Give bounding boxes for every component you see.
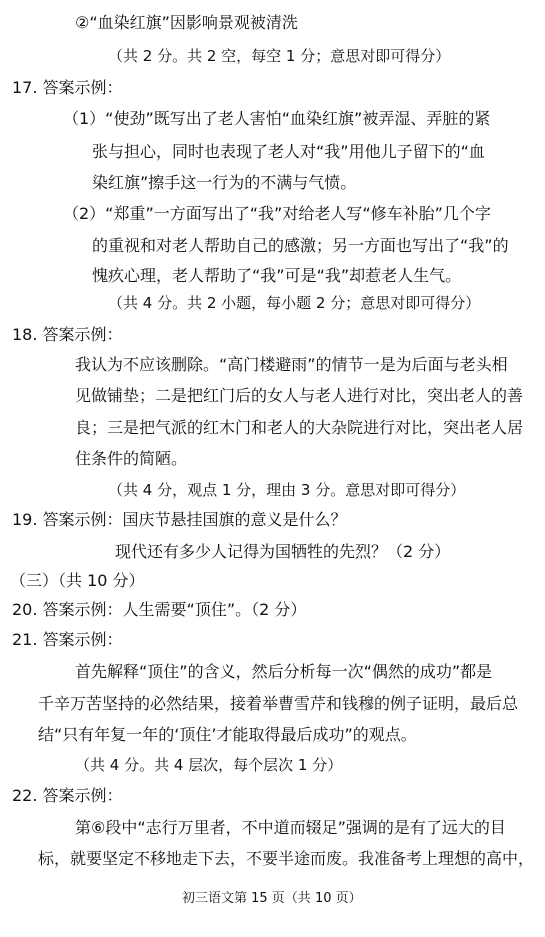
q16-item2: ②“血染红旗”因影响景观被清洗	[75, 13, 298, 32]
q18-score: （共 4 分，观点 1 分，理由 3 分。意思对即可得分）	[108, 481, 466, 499]
q17-p1-line1: （1）“使劲”既写出了老人害怕“血染红旗”被弄湿、弄脏的紧	[63, 109, 491, 128]
q17-score: （共 4 分。共 2 小题，每小题 2 分；意思对即可得分）	[108, 294, 481, 312]
q18-line3: 良；三是把气派的红木门和老人的大杂院进行对比，突出老人居	[75, 418, 524, 437]
q22-heading: 22. 答案示例：	[12, 786, 123, 805]
page-footer: 初三语文第 15 页（共 10 页）	[182, 891, 362, 906]
q21-heading: 21. 答案示例：	[12, 630, 123, 649]
q18-heading: 18. 答案示例：	[12, 325, 123, 344]
q17-heading: 17. 答案示例：	[12, 78, 123, 97]
q22-line1: 第⑥段中“志行万里者，不中道而辍足”强调的是有了远大的目	[75, 818, 506, 837]
q21-line1: 首先解释“顶住”的含义，然后分析每一次“偶然的成功”都是	[75, 662, 493, 681]
q20-answer: 20. 答案示例：人生需要“顶住”。（2 分）	[12, 600, 307, 619]
q21-line3: 结“只有年复一年的‘顶住’才能取得最后成功”的观点。	[38, 725, 417, 744]
q17-p2-line1: （2）“郑重”一方面写出了“我”对给老人写“修车补胎”几个字	[63, 204, 491, 223]
q19-line1: 19. 答案示例：国庆节悬挂国旗的意义是什么？	[12, 510, 347, 529]
q17-p1-line2: 张与担心，同时也表现了老人对“我”用他儿子留下的“血	[92, 142, 485, 161]
q17-p2-line3: 愧疚心理，老人帮助了“我”可是“我”却惹老人生气。	[92, 266, 462, 285]
q17-p2-line2: 的重视和对老人帮助自己的感激；另一方面也写出了“我”的	[92, 236, 509, 255]
q18-line1: 我认为不应该删除。“高门楼避雨”的情节一是为后面与老头相	[75, 355, 508, 374]
q18-line2: 见做铺垫；二是把红门后的女人与老人进行对比，突出老人的善	[75, 386, 524, 405]
q17-p1-line3: 染红旗”擦手这一行为的不满与气愤。	[92, 173, 357, 192]
q21-line2: 千辛万苦坚持的必然结果，接着举曹雪芹和钱穆的例子证明，最后总	[38, 694, 519, 713]
q18-line4: 住条件的简陋。	[75, 449, 188, 468]
section-3-heading: （三）（共 10 分）	[10, 571, 145, 590]
q16-score: （共 2 分。共 2 空，每空 1 分；意思对即可得分）	[108, 47, 451, 65]
q22-line2: 标，就要坚定不移地走下去，不要半途而废。我准备考上理想的高中，	[38, 849, 535, 868]
q21-score: （共 4 分。共 4 层次，每个层次 1 分）	[75, 756, 343, 774]
q19-line2: 现代还有多少人记得为国牺牲的先烈？（2 分）	[115, 542, 451, 561]
